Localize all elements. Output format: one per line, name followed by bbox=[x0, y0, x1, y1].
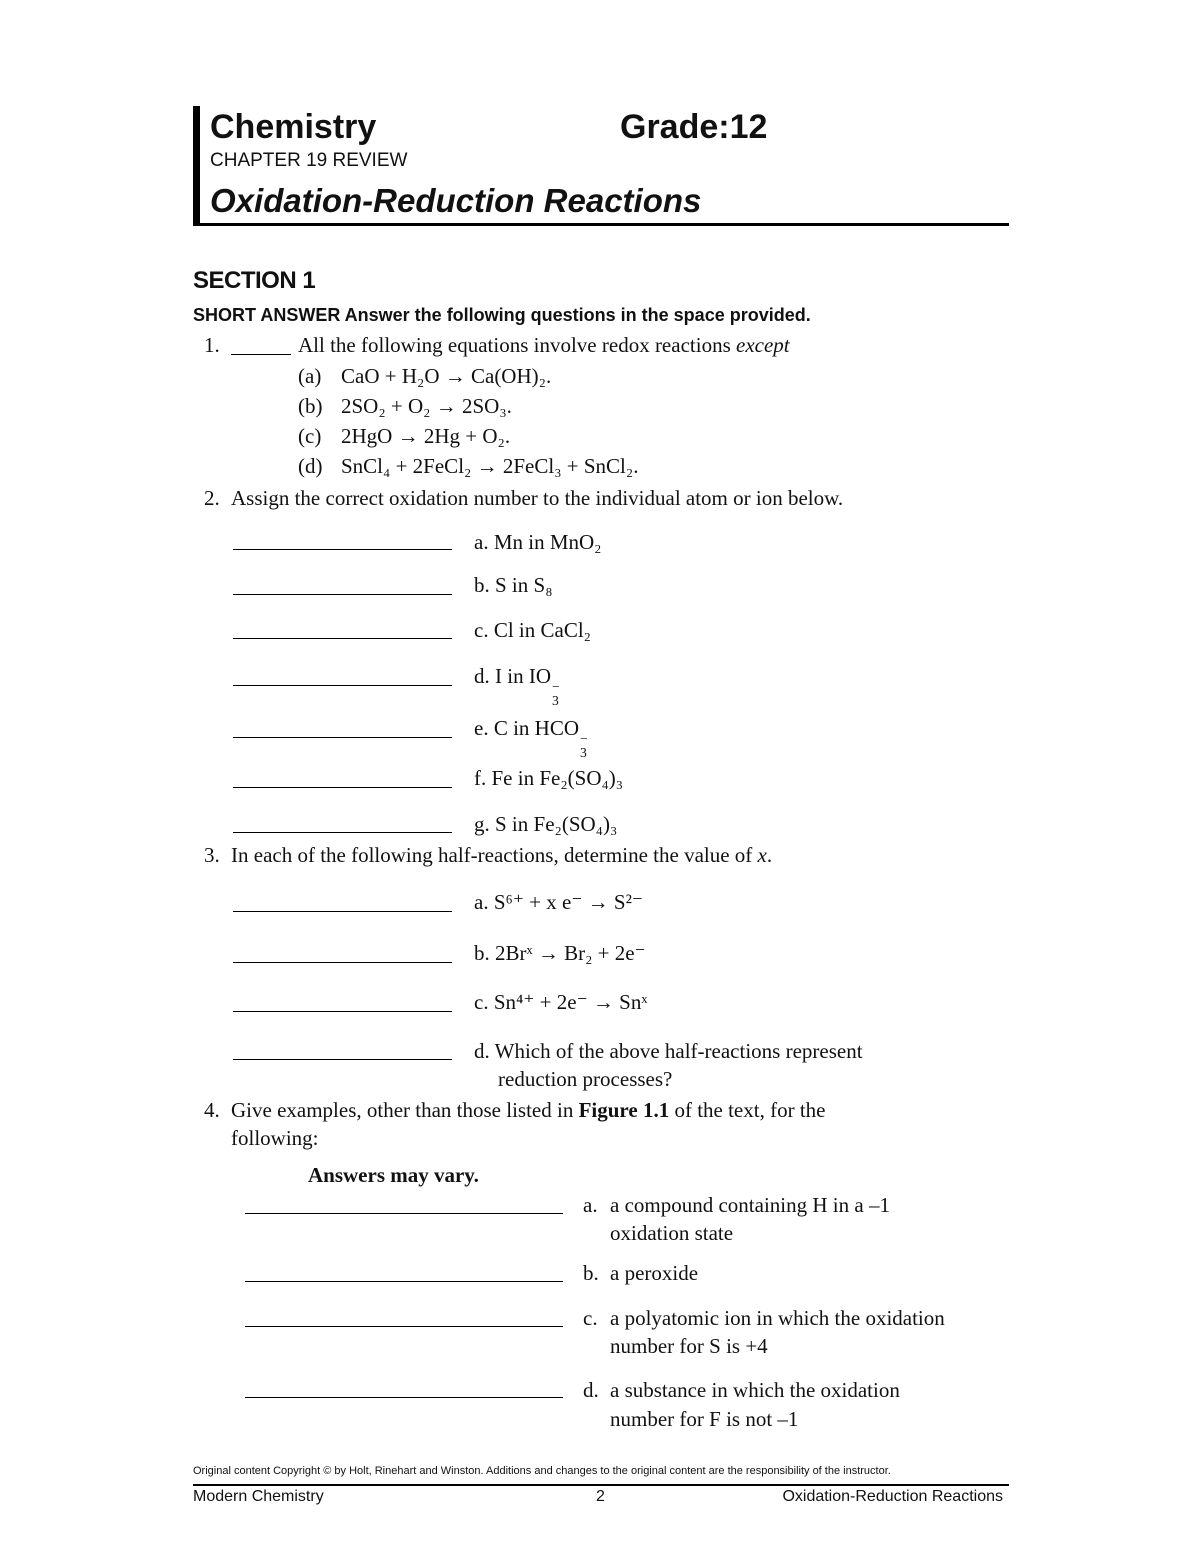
footer-chapter-title: Oxidation-Reduction Reactions bbox=[782, 1488, 1003, 1505]
q1-option-c-label: (c) bbox=[298, 424, 322, 448]
question-1-stem: All the following equations involve redox reactions except bbox=[298, 333, 790, 357]
question-3-stem: In each of the following half-reactions, determine the value of x. bbox=[231, 843, 773, 867]
q2g-item: g. S in Fe₂(SO₄)₃ bbox=[474, 812, 618, 836]
chapter-title: Oxidation-Reduction Reactions bbox=[210, 182, 702, 219]
q4d-line1: a substance in which the oxidation bbox=[610, 1378, 900, 1402]
q2f-item: f. Fe in Fe₂(SO₄)₃ bbox=[474, 766, 624, 790]
q3a-item: a. S⁶⁺ + x e⁻ → S²⁻ bbox=[474, 890, 643, 914]
q3b-answer-blank[interactable] bbox=[233, 962, 452, 963]
q3a-answer-blank[interactable] bbox=[233, 911, 452, 912]
question-2-number: 2. bbox=[204, 486, 220, 510]
q4a-answer-blank[interactable] bbox=[245, 1213, 563, 1214]
q2a-item: a. Mn in MnO₂ bbox=[474, 530, 602, 554]
q2d-answer-blank[interactable] bbox=[233, 685, 452, 686]
q4d-answer-blank[interactable] bbox=[245, 1397, 563, 1398]
q4b-answer-blank[interactable] bbox=[245, 1281, 563, 1282]
q3d-item-line1: d. Which of the above half-reactions represent bbox=[474, 1039, 863, 1063]
copyright-notice: Original content Copyright © by Holt, Rinehart and Winston. Additions and changes to the original content are the responsibility of the instructor. bbox=[193, 1465, 891, 1477]
chapter-label: CHAPTER 19 REVIEW bbox=[210, 150, 408, 171]
q1-option-d: SnCl₄ + 2FeCl₂ → 2FeCl₃ + SnCl₂. bbox=[341, 454, 639, 478]
header-rule bbox=[193, 223, 1009, 226]
footer-rule bbox=[193, 1484, 1009, 1486]
q2g-answer-blank[interactable] bbox=[233, 832, 452, 833]
q2a-answer-blank[interactable] bbox=[233, 549, 452, 550]
q3b-item: b. 2Brˣ → Br₂ + 2e⁻ bbox=[474, 941, 646, 965]
q2b-answer-blank[interactable] bbox=[233, 594, 452, 595]
q1-option-a: CaO + H₂O → Ca(OH)₂. bbox=[341, 364, 552, 388]
q2e-item: e. C in HCO − 3 bbox=[474, 716, 588, 760]
question-4-stem: Give examples, other than those listed in Figure 1.1 of the text, for the bbox=[231, 1098, 826, 1122]
q4d-label: d. bbox=[583, 1378, 599, 1402]
q3c-item: c. Sn⁴⁺ + 2e⁻ → Snˣ bbox=[474, 990, 648, 1014]
q1-option-b: 2SO₂ + O₂ → 2SO₃. bbox=[341, 394, 512, 418]
question-2-stem: Assign the correct oxidation number to the individual atom or ion below. bbox=[231, 486, 844, 510]
q4-note: Answers may vary. bbox=[308, 1163, 479, 1187]
footer-book-title: Modern Chemistry bbox=[193, 1488, 324, 1505]
q2e-answer-blank[interactable] bbox=[233, 737, 452, 738]
q1-option-b-label: (b) bbox=[298, 394, 323, 418]
question-4-number: 4. bbox=[204, 1098, 220, 1122]
q4c-line1: a polyatomic ion in which the oxidation bbox=[610, 1306, 945, 1330]
q2d-item: d. I in IO − 3 bbox=[474, 664, 560, 708]
q3d-answer-blank[interactable] bbox=[233, 1059, 452, 1060]
q1-option-c: 2HgO → 2Hg + O₂. bbox=[341, 424, 511, 448]
grade-label: Grade:12 bbox=[620, 108, 768, 146]
q4a-line2: oxidation state bbox=[610, 1221, 734, 1245]
question-3-number: 3. bbox=[204, 843, 220, 867]
q2c-answer-blank[interactable] bbox=[233, 638, 452, 639]
q4a-label: a. bbox=[583, 1193, 598, 1217]
q4c-label: c. bbox=[583, 1306, 598, 1330]
q3d-item-line2: reduction processes? bbox=[498, 1067, 673, 1091]
q2c-item: c. Cl in CaCl₂ bbox=[474, 618, 591, 642]
q2b-item: b. S in S₈ bbox=[474, 573, 553, 597]
q4c-line2: number for S is +4 bbox=[610, 1334, 768, 1358]
q4c-answer-blank[interactable] bbox=[245, 1326, 563, 1327]
section-instructions: SHORT ANSWER Answer the following questions in the space provided. bbox=[193, 305, 811, 325]
q1-option-a-label: (a) bbox=[298, 364, 322, 388]
question-1-answer-blank[interactable] bbox=[231, 354, 291, 355]
question-4-stem-line2: following: bbox=[231, 1126, 319, 1150]
q4d-line2: number for F is not –1 bbox=[610, 1407, 799, 1431]
footer-page-number: 2 bbox=[596, 1488, 605, 1505]
q4a-line1: a compound containing H in a –1 bbox=[610, 1193, 890, 1217]
header-accent-bar bbox=[193, 106, 200, 226]
q4b-label: b. bbox=[583, 1261, 599, 1285]
section-title: SECTION 1 bbox=[193, 267, 316, 294]
q3c-answer-blank[interactable] bbox=[233, 1011, 452, 1012]
subject-title: Chemistry bbox=[210, 108, 377, 146]
question-1-number: 1. bbox=[204, 333, 220, 357]
q2f-answer-blank[interactable] bbox=[233, 787, 452, 788]
q1-option-d-label: (d) bbox=[298, 454, 323, 478]
q4b-line1: a peroxide bbox=[610, 1261, 699, 1285]
